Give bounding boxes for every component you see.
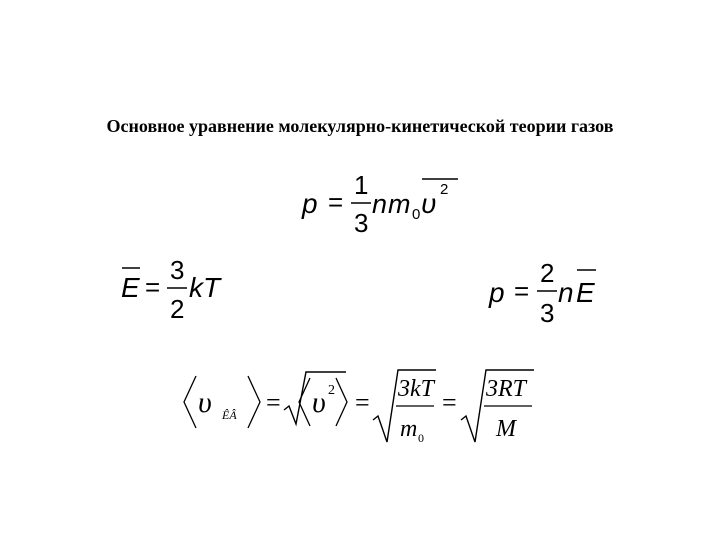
f4-velocity-subscript: ÊÂ xyxy=(222,408,237,422)
f1-lhs: p xyxy=(302,188,318,219)
f4-frac1-denominator: m xyxy=(400,416,418,442)
formula-mean-energy xyxy=(114,254,234,326)
f2-kt: kT xyxy=(189,272,221,303)
f3-numerator: 2 xyxy=(540,258,555,288)
f3-energy: E xyxy=(576,277,595,308)
f4-equals-1: = xyxy=(266,388,281,417)
f4-frac2-denominator: M xyxy=(496,416,516,442)
f1-equals: = xyxy=(328,187,344,217)
f4-velocity: υ xyxy=(198,386,212,419)
f4-equals-3: = xyxy=(442,388,457,417)
f3-equals: = xyxy=(514,276,530,306)
slide-title: Основное уравнение молекулярно-кинетической теории газов xyxy=(106,116,614,136)
f1-velocity: υ xyxy=(421,188,437,219)
f4-right-angle-2 xyxy=(336,378,347,426)
formula-rms-speed xyxy=(172,364,544,454)
f1-n: n xyxy=(372,189,388,219)
f4-equals-2: = xyxy=(355,388,370,417)
f1-m: m xyxy=(388,189,411,219)
f1-denominator: 3 xyxy=(354,208,369,238)
f4-right-angle-1 xyxy=(248,376,260,428)
f3-denominator: 3 xyxy=(540,298,555,328)
f4-frac1-numerator: 3kT xyxy=(398,376,434,402)
f1-velocity-exponent: 2 xyxy=(440,181,449,198)
formula-pressure-velocity xyxy=(296,166,466,238)
f4-frac1-denominator-subscript: 0 xyxy=(418,431,424,445)
f2-numerator: 3 xyxy=(170,255,185,285)
f4-velocity-2-exponent: 2 xyxy=(328,383,335,398)
f2-equals: = xyxy=(145,272,161,302)
f4-left-angle-1 xyxy=(184,376,196,428)
f1-m-subscript: 0 xyxy=(412,206,421,223)
formula-pressure-energy xyxy=(484,256,604,328)
f3-n: n xyxy=(558,277,574,308)
f2-lhs: E xyxy=(121,272,140,303)
f1-numerator: 1 xyxy=(354,170,369,200)
f4-frac2-numerator: 3RT xyxy=(486,376,527,402)
f2-denominator: 2 xyxy=(170,294,185,324)
f4-velocity-2: υ xyxy=(312,386,326,419)
f3-lhs: p xyxy=(489,277,505,308)
